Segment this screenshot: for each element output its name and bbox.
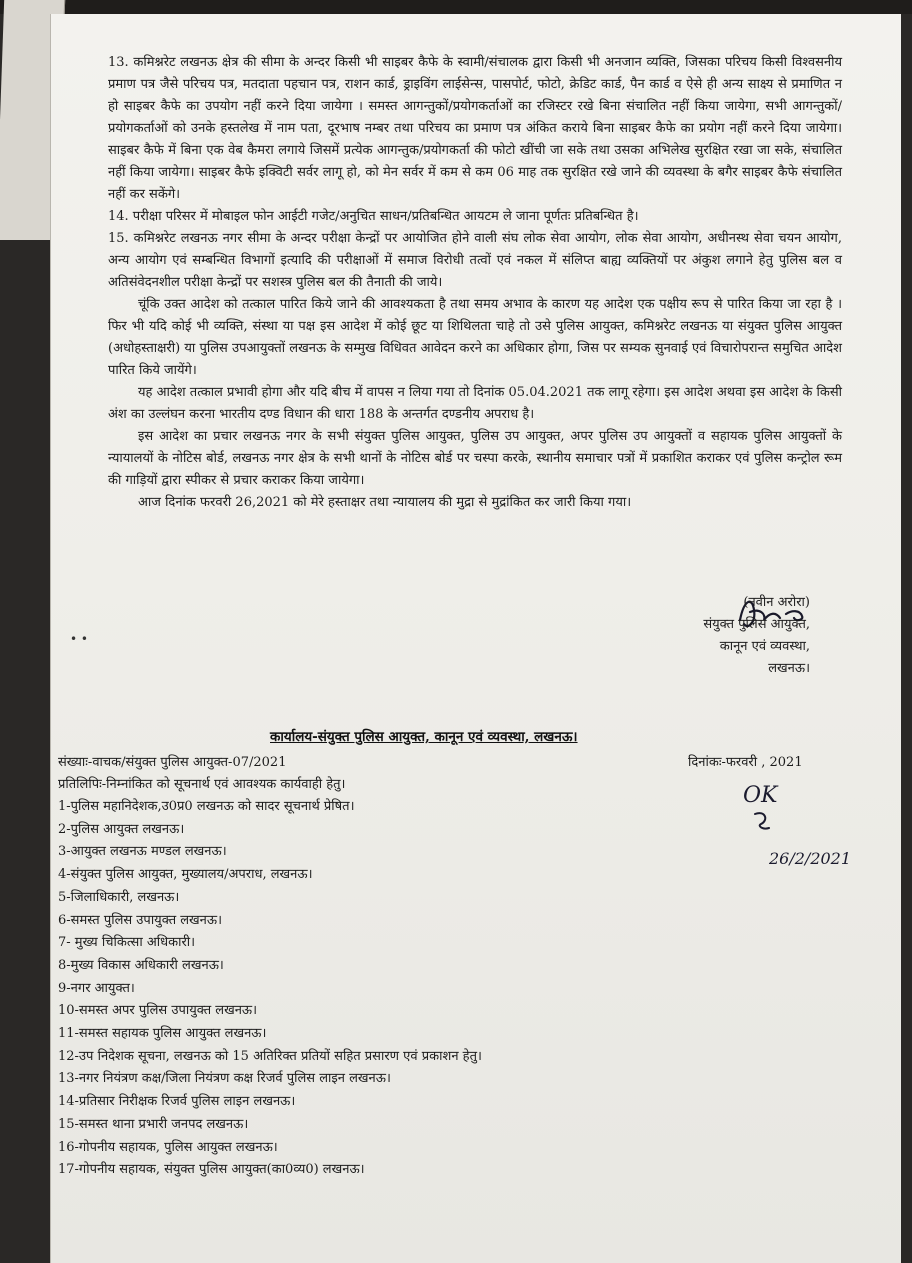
signatory-block — [620, 592, 810, 680]
list-item: 2-पुलिस आयुक्त लखनऊ। — [58, 821, 185, 837]
list-item: 11-समस्त सहायक पुलिस आयुक्त लखनऊ। — [58, 1026, 267, 1042]
list-item: 4-संयुक्त पुलिस आयुक्त, मुख्यालय/अपराध, लखनऊ। — [58, 867, 313, 883]
list-item: 9-नगर आयुक्त। — [58, 980, 135, 996]
office-title: कार्यालय-संयुक्त पुलिस आयुक्त, कानून एवं व्यवस्था, लखनऊ। — [270, 729, 578, 745]
list-item: 7- मुख्य चिकित्सा अधिकारी। — [58, 935, 196, 951]
list-item: 8-मुख्य विकास अधिकारी लखनऊ। — [58, 957, 224, 973]
list-item: 13-नगर नियंत्रण कक्ष/जिला नियंत्रण कक्ष रिजर्व पुलिस लाइन लखनऊ। — [58, 1071, 391, 1087]
copy-intro: प्रतिलिपिः-निम्नांकित को सूचनार्थ एवं आवश्यक कार्यवाही हेतु। — [58, 777, 346, 792]
paragraph-13: 13. कमिश्नरेट लखनऊ क्षेत्र की सीमा के अन्दर किसी भी साइबर कैफे के स्वामी/संचालक द्वारा किसी भी अनजान व्यक्ति, जिसका परिचय किसी विश्वसनीय प्रमाण पत्र जैसे परिचय पत्र, मतदाता पहचान पत्र, राशन कार्ड, ड्राइविंग लाईसेन्स, पासपोर्ट, फोटो, क्रेडिट कार्ड, पैन कार्ड व ऐसे ही अन्य साक्ष्य से प्रमाणित न हो साइबर कैफे का उपयोग नहीं करने दिया जायेगा । समस्त आगन्तुकों/प्रयोगकर्ताओं का रजिस्टर रखे बिना संचालित नहीं किया जायेगा, सभी आगन्तुकों/प्रयोगकर्ताओं को उनके हस्तलेख में नाम पता, दूरभाष नम्बर तथा परिचय का प्रमाण पत्र अंकित कराये बिना साइबर कैफे का प्रयोग नहीं करने दिया जायेगा। साइबर कैफे में बिना एक वेब कैमरा लगाये जिसमें प्रत्येक आगन्तुक/प्रयोगकर्ता की फोटो खींची जा सके तथा उसका अभिलेख सुरक्षित रखा जा सके, संचालित नहीं किया जायेगा। साइबर कैफे इक्विटी सर्वर लागू हो, को मेन सर्वर में कम से कम 06 माह तक सुरक्षित रखे जाने की व्यवस्था के बगैर साइबर कैफे संचालित नहीं कर सकेंगे। — [108, 55, 842, 202]
list-item: 6-समस्त पुलिस उपायुक्त लखनऊ। — [58, 912, 223, 928]
order-body — [108, 52, 842, 514]
paragraph-publicity: इस आदेश का प्रचार लखनऊ नगर के सभी संयुक्त पुलिस आयुक्त, पुलिस उप आयुक्त, अपर पुलिस उप आयुक्तों व सहायक पुलिस आयुक्तों के न्यायालयों के नोटिस बोर्ड, लखनऊ नगर क्षेत्र के सभी थानों के नोटिस बोर्ड पर चस्पा करके, स्थानीय समाचार पत्रों में प्रकाशित कराकर एवं पुलिस कन्ट्रोल रूम की गाड़ियों द्वारा स्पीकर से प्रचार कराकर किया जायेगा। — [108, 429, 842, 488]
handwritten-ok-note — [735, 780, 885, 880]
list-item: 1-पुलिस महानिदेशक,उ0प्र0 लखनऊ को सादर सूचनार्थ प्रेषित। — [58, 799, 355, 814]
paragraph-issued: आज दिनांक फरवरी 26,2021 को मेरे हस्ताक्षर तथा न्यायालय की मुद्रा से मुद्रांकित कर जारी किया गया। — [138, 495, 632, 510]
copy-recipients-list — [58, 796, 482, 1182]
issue-date: दिनांकः-फरवरी , 2021 — [688, 755, 803, 770]
list-item: 12-उप निदेशक सूचना, लखनऊ को 15 अतिरिक्त प्रतियों सहित प्रसारण एवं प्रकाशन हेतु। — [58, 1048, 482, 1064]
handwritten-ok: OK — [743, 783, 778, 808]
paragraph-ex-parte: चूंकि उक्त आदेश को तत्काल पारित किये जाने की आवश्यकता है तथा समय अभाव के कारण यह आदेश एक पक्षीय रूप से पारित किया जा रहा है । फिर भी यदि कोई भी व्यक्ति, संस्था या पक्ष इस आदेश में कोई छूट या शिथिलता चाहे तो उसे पुलिस आयुक्त, कमिश्नरेट लखनऊ या संयुक्त पुलिस आयुक्त (अधोहस्ताक्षरी) या पुलिस उपआयुक्तों लखनऊ के सम्मुख विधिवत आवेदन करने का अधिकार होगा, जिस पर सम्यक सुनवाई एवं विचारोपरान्त समुचित आदेश पारित किये जायेंगे। — [108, 297, 842, 378]
photo-top-edge — [0, 0, 912, 14]
list-item: 3-आयुक्त लखनऊ मण्डल लखनऊ। — [58, 844, 227, 860]
paragraph-validity: यह आदेश तत्काल प्रभावी होगा और यदि बीच में वापस न लिया गया तो दिनांक 05.04.2021 तक लागू रहेगा। इस आदेश अथवा इस आदेश के किसी अंश का उल्लंघन करना भारतीय दण्ड विधान की धारा 188 के अन्तर्गत दण्डनीय अपराध है। — [108, 385, 842, 422]
list-item: 5-जिलाधिकारी, लखनऊ। — [58, 889, 180, 905]
list-item: 17-गोपनीय सहायक, संयुक्त पुलिस आयुक्त(का0व्य0) लखनऊ। — [58, 1162, 365, 1178]
list-item: 16-गोपनीय सहायक, पुलिस आयुक्त लखनऊ। — [58, 1139, 278, 1155]
stray-marks: • • — [70, 632, 88, 646]
signatory-city: लखनऊ। — [768, 661, 810, 676]
signatory-name: (नवीन अरोरा) — [743, 595, 810, 610]
signatory-designation: संयुक्त पुलिस आयुक्त, — [703, 617, 810, 632]
reference-number: संख्याः-वाचक/संयुक्त पुलिस आयुक्त-07/2021 — [58, 755, 287, 770]
signatory-department: कानून एवं व्यवस्था, — [719, 639, 810, 654]
paragraph-14: 14. परीक्षा परिसर में मोबाइल फोन आईटी गजेट/अनुचित साधन/प्रतिबन्धित आयटम ले जाना पूर्णतः प्रतिबन्धित है। — [108, 209, 639, 224]
paragraph-15: 15. कमिश्नरेट लखनऊ नगर सीमा के अन्दर परीक्षा केन्द्रों पर आयोजित होने वाली संघ लोक सेवा आयोग, लोक सेवा आयोग, अधीनस्थ सेवा चयन आयोग, अन्य आयोग एवं सम्बन्धित विभागों इत्यादि की परीक्षाओं में समाज विरोधी तत्वों एवं नकल में संलिप्त बाह्य व्यक्तियों पर अंकुश लगाने हेतु पुलिस बल व अतिसंवेदनशील परीक्षा केन्द्रों पर सशस्त्र पुलिस बल की तैनाती की जाये। — [108, 231, 842, 290]
list-item: 15-समस्त थाना प्रभारी जनपद लखनऊ। — [58, 1116, 249, 1132]
list-item: 14-प्रतिसार निरीक्षक रिजर्व पुलिस लाइन लखनऊ। — [58, 1094, 296, 1110]
handwritten-date: 26/2/2021 — [769, 849, 852, 868]
list-item: 10-समस्त अपर पुलिस उपायुक्त लखनऊ। — [58, 1003, 258, 1019]
